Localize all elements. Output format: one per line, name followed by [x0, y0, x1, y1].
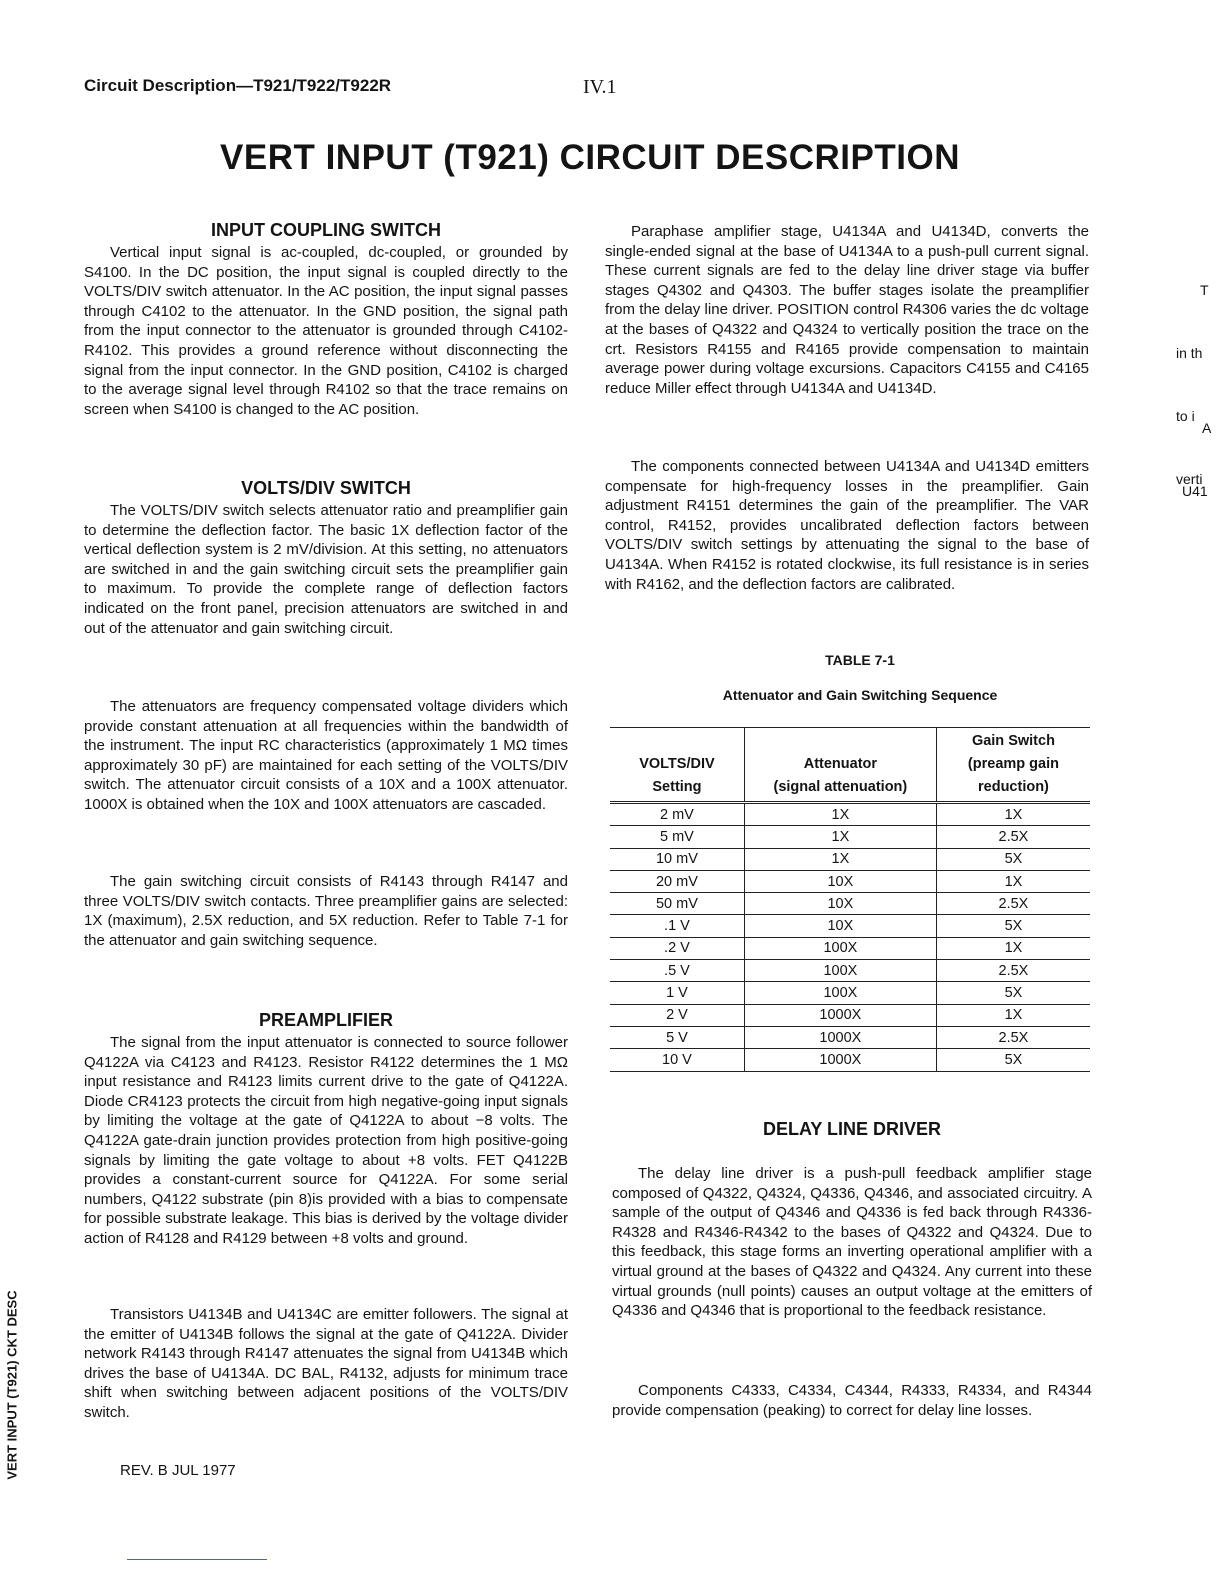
fragment-line: in th	[1176, 345, 1203, 361]
section-input-coupling	[84, 220, 568, 419]
paragraph: Components C4333, C4334, C4344, R4333, R4334, and R4344 provide compensation (peaking) to correct for delay line losses.	[612, 1382, 1092, 1419]
cell-setting: 5 mV	[610, 826, 744, 848]
table-header-row	[610, 728, 1090, 803]
cell-gain: 1X	[936, 870, 1090, 892]
cell-setting: 10 V	[610, 1049, 744, 1071]
cell-setting: .1 V	[610, 915, 744, 937]
cell-gain: 2.5X	[936, 893, 1090, 915]
table-row	[610, 960, 1090, 982]
paragraph: The signal from the input attenuator is connected to source follower Q4122A via C4123 and R4123. Resistor R4122 determines the 1 MΩ input resistance and R4123 limits current drive to the gate of Q4122A. Diode CR4123 protects the circuit from high negative-going input signals by limiting the voltage at the gate of Q4122A to about −8 volts. The Q4122A gate-drain junction provides protection from high positive-going signals by limiting the gate voltage to about +8 volts. FET Q4122B provides a constant-current source for Q4122A. For some serial numbers, Q4122 substrate (pin 8)is provided with a bias to compensate for possible substrate leakage. This bias is derived by the voltage divider action of R4128 and R4129 between +8 volts and ground.	[84, 1034, 568, 1247]
section-compensation	[605, 457, 1089, 594]
paragraph: The components connected between U4134A and U4134D emitters compensate for high-frequency losses in the preamplifier. Gain adjustment R4151 determines the gain of the preamplifier. The VAR control, R4152, provides uncalibrated deflection factors between VOLTS/DIV switch settings by attenuating the signal to the base of U4134A. When R4152 is rotated clockwise, its full resistance is in series with R4162, and the deflection factors are calibrated.	[605, 458, 1089, 593]
column-header-volts-div	[610, 728, 744, 803]
cell-attenuator: 1X	[744, 848, 936, 870]
paragraph: Vertical input signal is ac-coupled, dc-coupled, or grounded by S4100. In the DC position, the input signal is coupled directly to the VOLTS/DIV switch attenuator. In the AC position, the input signal passes through C4102 to the attenuator. In the GND position, the signal path from the input connector to the attenuator is grounded through C4102-R4102. This provides a ground reference without disconnecting the signal from the input connector. In the GND position, C4102 is charged to the average signal level through R4102 so that the trace remains on screen when S4100 is changed to the AC position.	[84, 244, 568, 418]
fragment-line: U41	[1182, 483, 1208, 499]
table-caption: Attenuator and Gain Switching Sequence	[722, 687, 998, 703]
cell-attenuator: 10X	[744, 915, 936, 937]
table-row	[610, 915, 1090, 937]
table-row	[610, 937, 1090, 959]
cell-setting: 1 V	[610, 982, 744, 1004]
header-line: (preamp gain	[967, 756, 1059, 772]
header-line: Gain Switch	[971, 733, 1055, 749]
cell-gain: 2.5X	[936, 1026, 1090, 1048]
table-row	[610, 982, 1090, 1004]
heading-input-coupling: INPUT COUPLING SWITCH	[211, 220, 441, 240]
header-section-title: Circuit Description—T921/T922/T922R	[84, 76, 392, 95]
cut-off-fragment-2	[1176, 376, 1211, 523]
section-preamplifier-cont	[84, 1305, 568, 1423]
cell-gain: 5X	[936, 982, 1090, 1004]
cell-attenuator: 1000X	[744, 1026, 936, 1048]
cell-gain: 1X	[936, 803, 1090, 826]
section-delay-line-comp	[612, 1381, 1092, 1420]
section-volts-div	[84, 478, 568, 638]
cell-setting: .2 V	[610, 937, 744, 959]
heading-volts-div: VOLTS/DIV SWITCH	[241, 478, 411, 498]
cell-setting: 10 mV	[610, 848, 744, 870]
page-title: VERT INPUT (T921) CIRCUIT DESCRIPTION	[220, 138, 960, 177]
heading-preamplifier: PREAMPLIFIER	[258, 1010, 393, 1030]
cell-attenuator: 1000X	[744, 1049, 936, 1071]
paragraph: Paraphase amplifier stage, U4134A and U4134D, converts the single-ended signal at the base of U4134A to a push-pull current signal. These current signals are fed to the delay line driver stage via buffer stages Q4302 and Q4303. The buffer stages isolate the preamplifier from the delay line driver. POSITION control R4306 varies the dc voltage at the bases of Q4322 and Q4324 to vertically position the trace on the crt. Resistors R4155 and R4165 provide compensation to maintain average power during voltage excursions. Capacitors C4155 and C4165 reduce Miller effect through U4134A and U4134D.	[605, 223, 1089, 397]
section-preamplifier	[84, 1010, 568, 1249]
footer-revision: REV. B JUL 1977	[120, 1462, 236, 1479]
header-line: reduction)	[978, 779, 1049, 795]
table-row	[610, 1026, 1090, 1048]
fragment-line: T	[1200, 282, 1209, 298]
cell-setting: 50 mV	[610, 893, 744, 915]
section-volts-div-cont	[84, 697, 568, 815]
cell-attenuator: 1X	[744, 826, 936, 848]
attenuator-table	[610, 727, 1090, 1072]
cell-gain: 1X	[936, 937, 1090, 959]
header-line: (signal attenuation)	[773, 779, 908, 795]
table-row	[610, 1004, 1090, 1026]
table-row	[610, 848, 1090, 870]
cell-gain: 2.5X	[936, 826, 1090, 848]
cell-gain: 5X	[936, 848, 1090, 870]
table-row	[610, 1049, 1090, 1071]
paragraph: The VOLTS/DIV switch selects attenuator ratio and preamplifier gain to determine the deflection factor. The basic 1X deflection factor of the vertical deflection system is 2 mV/division. At this setting, no attenuators are switched in and the gain switching circuit sets the preamplifier gain to maximum. To provide the complete range of deflection factors indicated on the front panel, precision attenuators are switched in and out of the attenuator and gain switching circuit.	[84, 502, 568, 637]
table-number: TABLE 7-1	[825, 652, 895, 668]
cell-attenuator: 1X	[744, 803, 936, 826]
cell-gain: 1X	[936, 1004, 1090, 1026]
paragraph: The delay line driver is a push-pull feedback amplifier stage composed of Q4322, Q4324, Q4336, Q4346, and associated circuitry. A sample of the output of Q4346 and Q4336 is fed back through R4336-R4328 and R4346-R4342 to the bases of Q4322 and Q4324. Due to this feedback, this stage forms an inverting operational amplifier with a virtual ground at the bases of Q4322 and Q4324. Any current into these virtual grounds (null points) causes an output voltage at the emitters of Q4336 and Q4346 that is proportional to the feedback resistance.	[612, 1165, 1092, 1320]
side-tab-label: VERT INPUT (T921) CKT DESC	[4, 1290, 20, 1480]
section-paraphase	[605, 222, 1089, 398]
cell-attenuator: 100X	[744, 960, 936, 982]
paragraph: The attenuators are frequency compensated voltage dividers which provide constant attenuation at all frequencies within the bandwidth of the instrument. The input RC characteristics (approximately 1 MΩ times approximately 30 pF) are maintained for each setting of the VOLTS/DIV switch. The attenuator circuit consists of a 10X and a 100X attenuator. 1000X is obtained when the 10X and 100X attenuators are cascaded.	[84, 698, 568, 813]
header-line: Attenuator	[803, 756, 878, 772]
fragment-line: to i	[1176, 408, 1195, 424]
paragraph: The gain switching circuit consists of R4143 through R4147 and three VOLTS/DIV switch contacts. Three preamplifier gains are selected: 1X (maximum), 2.5X reduction, and 5X reduction. Refer to Table 7-1 for the attenuator and gain switching sequence.	[84, 873, 568, 949]
cell-setting: 2 V	[610, 1004, 744, 1026]
section-delay-line-body	[612, 1164, 1092, 1321]
paragraph: Transistors U4134B and U4134C are emitter followers. The signal at the emitter of U4134B follows the signal at the gate of Q4122A. Divider network R4143 through R4147 attenuates the signal from U4134B which drives the base of U4134A. DC BAL, R4132, adjusts for minimum trace shift when switching between adjacent positions of the VOLTS/DIV switch.	[84, 1306, 568, 1421]
cell-attenuator: 10X	[744, 893, 936, 915]
column-header-attenuator	[744, 728, 936, 803]
cell-attenuator: 100X	[744, 982, 936, 1004]
header-page-number: IV.1	[583, 76, 617, 98]
section-volts-div-gain	[84, 872, 568, 950]
section-delay-line	[610, 1119, 1094, 1142]
table-row	[610, 870, 1090, 892]
cell-setting: 20 mV	[610, 870, 744, 892]
header-line: VOLTS/DIV	[639, 756, 715, 772]
table-row	[610, 893, 1090, 915]
fragment-line: A	[1202, 420, 1212, 436]
table-row	[610, 803, 1090, 826]
heading-delay-line: DELAY LINE DRIVER	[762, 1119, 942, 1139]
cell-setting: 2 mV	[610, 803, 744, 826]
bottom-rule	[127, 1559, 267, 1560]
cell-gain: 5X	[936, 1049, 1090, 1071]
table-row	[610, 826, 1090, 848]
cell-attenuator: 10X	[744, 870, 936, 892]
table-body	[610, 803, 1090, 1072]
header-line: Setting	[652, 779, 702, 795]
cell-setting: 5 V	[610, 1026, 744, 1048]
fragment-line: verti	[1176, 471, 1203, 487]
column-header-gain-switch	[936, 728, 1090, 803]
cell-attenuator: 1000X	[744, 1004, 936, 1026]
cell-attenuator: 100X	[744, 937, 936, 959]
cell-gain: 5X	[936, 915, 1090, 937]
cell-setting: .5 V	[610, 960, 744, 982]
cell-gain: 2.5X	[936, 960, 1090, 982]
